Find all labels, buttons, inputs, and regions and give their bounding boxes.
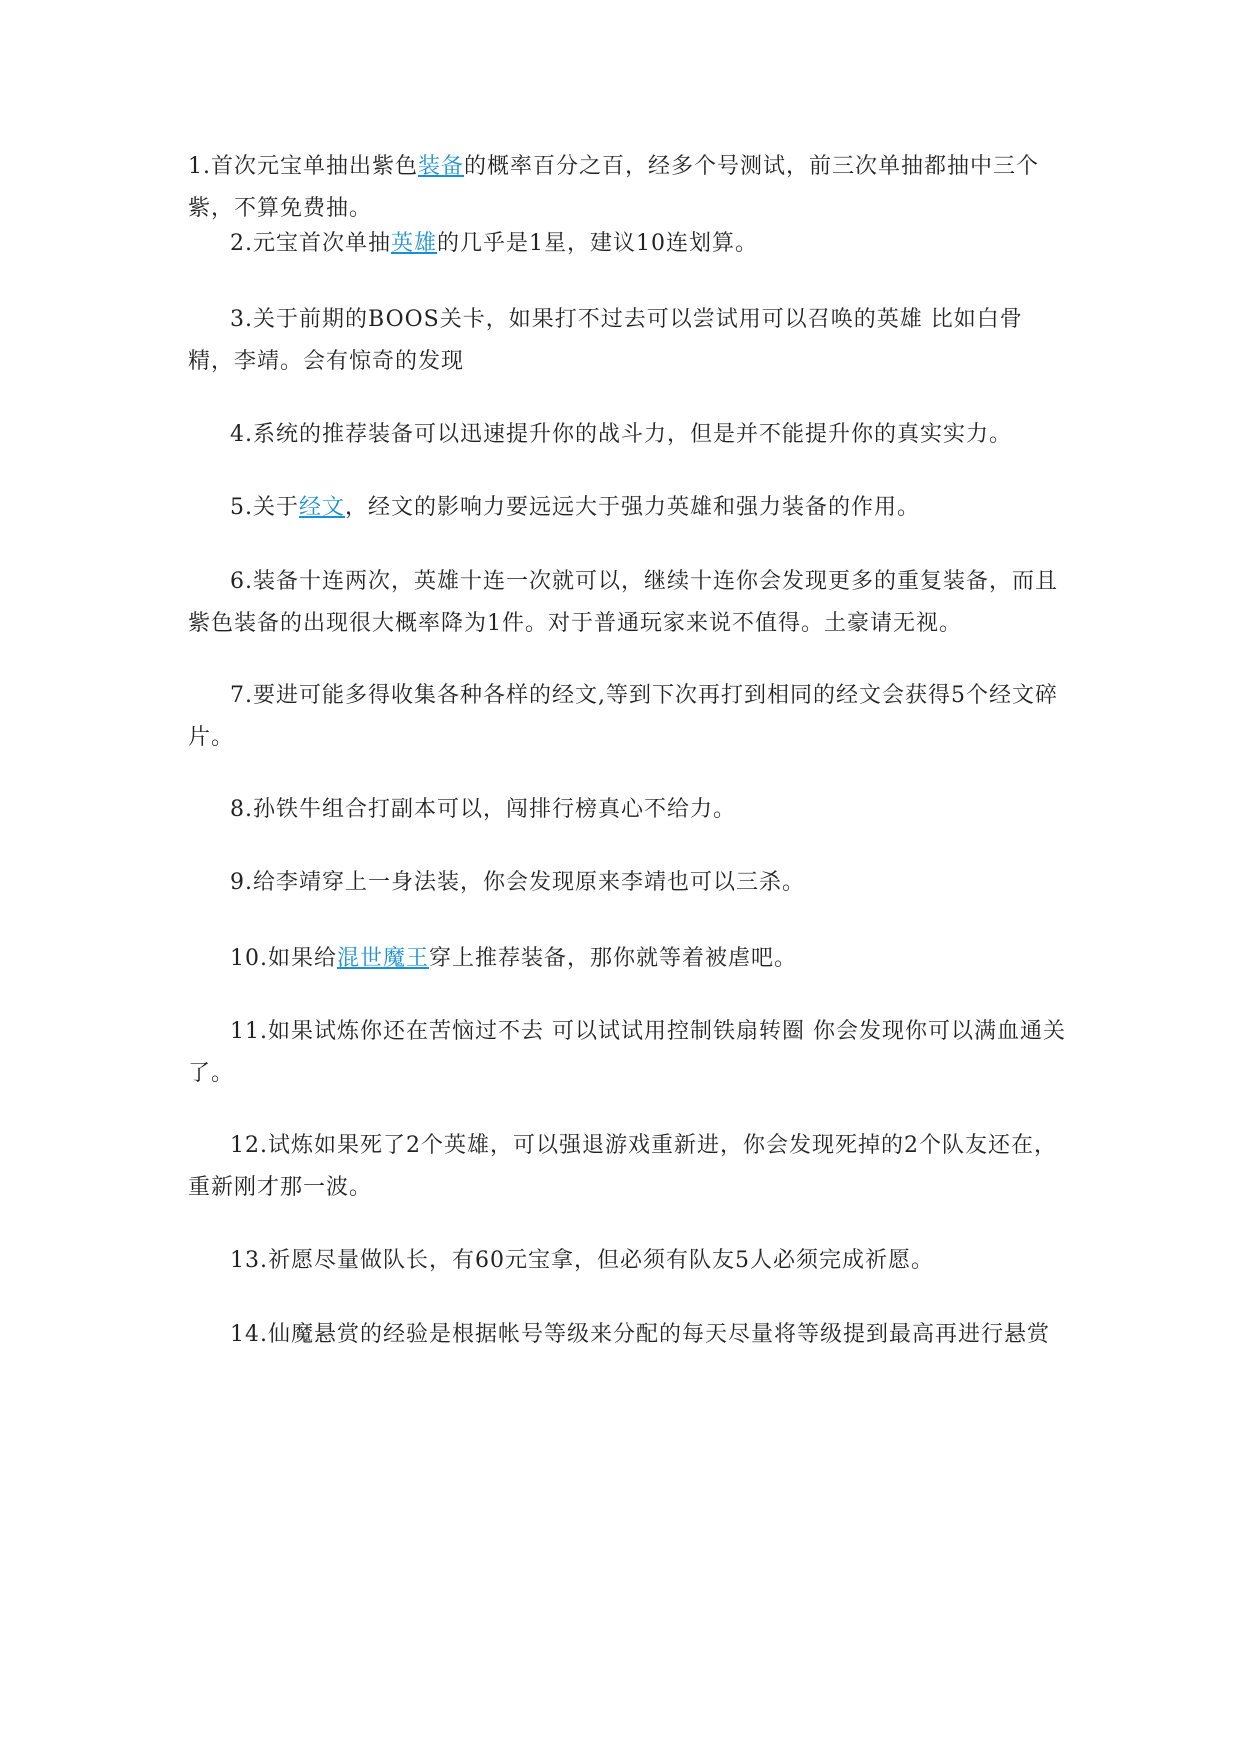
paragraph-10 — [188, 938, 1068, 980]
paragraph-text: 11.如果试炼你还在苦恼过不去 可以试试用控制铁扇转圈 你会发现你可以满血通关了。 — [188, 1019, 1066, 1086]
paragraph-6 — [188, 561, 1068, 645]
paragraph-text: 的概率百分之百，经多个号测试，前三次单抽都抽中三个紫，不算免费抽。 — [188, 154, 1040, 221]
paragraph-text: 5.关于 — [230, 495, 299, 520]
inline-link[interactable]: 经文 — [299, 495, 346, 520]
paragraph-text: 13.祈愿尽量做队长，有60元宝拿，但必须有队友5人必须完成祈愿。 — [230, 1248, 934, 1273]
inline-link[interactable]: 混世魔王 — [337, 946, 430, 971]
paragraph-7 — [188, 675, 1068, 759]
paragraph-4 — [188, 414, 1068, 456]
paragraph-text: 12.试炼如果死了2个英雄，可以强退游戏重新进，你会发现死掉的2个队友还在，重新刚才那一波。 — [188, 1133, 1057, 1200]
paragraph-text: 穿上推荐装备，那你就等着被虐吧。 — [429, 946, 798, 971]
paragraph-11 — [188, 1011, 1068, 1095]
paragraph-text: 2.元宝首次单抽 — [230, 231, 391, 256]
paragraph-text: ，经文的影响力要远远大于强力英雄和强力装备的作用。 — [345, 495, 921, 520]
paragraph-3 — [188, 299, 1068, 383]
paragraph-text: 1.首次元宝单抽出紫色 — [188, 154, 418, 179]
paragraph-12 — [188, 1125, 1068, 1209]
paragraph-text: 9.给李靖穿上一身法装，你会发现原来李靖也可以三杀。 — [230, 870, 805, 895]
paragraph-5 — [188, 487, 1068, 529]
paragraph-text: 10.如果给 — [230, 946, 337, 971]
paragraph-8 — [188, 789, 1068, 831]
paragraph-text: 14.仙魔悬赏的经验是根据帐号等级来分配的每天尽量将等级提到最高再进行悬赏 — [230, 1322, 1050, 1347]
inline-link[interactable]: 英雄 — [391, 231, 438, 256]
paragraph-1 — [188, 146, 1068, 230]
paragraph-13 — [188, 1240, 1068, 1282]
paragraph-text: 4.系统的推荐装备可以迅速提升你的战斗力，但是并不能提升你的真实实力。 — [230, 422, 1012, 447]
inline-link[interactable]: 装备 — [418, 154, 465, 179]
paragraph-text: 3.关于前期的BOOS关卡，如果打不过去可以尝试用可以召唤的英雄 比如白骨精，李靖。会有惊奇的发现 — [188, 307, 1023, 374]
paragraph-text: 7.要进可能多得收集各种各样的经文,等到下次再打到相同的经文会获得5个经文碎片。 — [188, 683, 1058, 750]
paragraph-text: 的几乎是1星，建议10连划算。 — [437, 231, 759, 256]
paragraph-9 — [188, 862, 1068, 904]
paragraph-text: 8.孙铁牛组合打副本可以，闯排行榜真心不给力。 — [230, 797, 736, 822]
paragraph-14 — [188, 1314, 1068, 1356]
paragraph-text: 6.装备十连两次，英雄十连一次就可以，继续十连你会发现更多的重复装备，而且紫色装备的出现很大概率降为1件。对于普通玩家来说不值得。土豪请无视。 — [188, 569, 1058, 636]
paragraph-2 — [188, 223, 1068, 265]
